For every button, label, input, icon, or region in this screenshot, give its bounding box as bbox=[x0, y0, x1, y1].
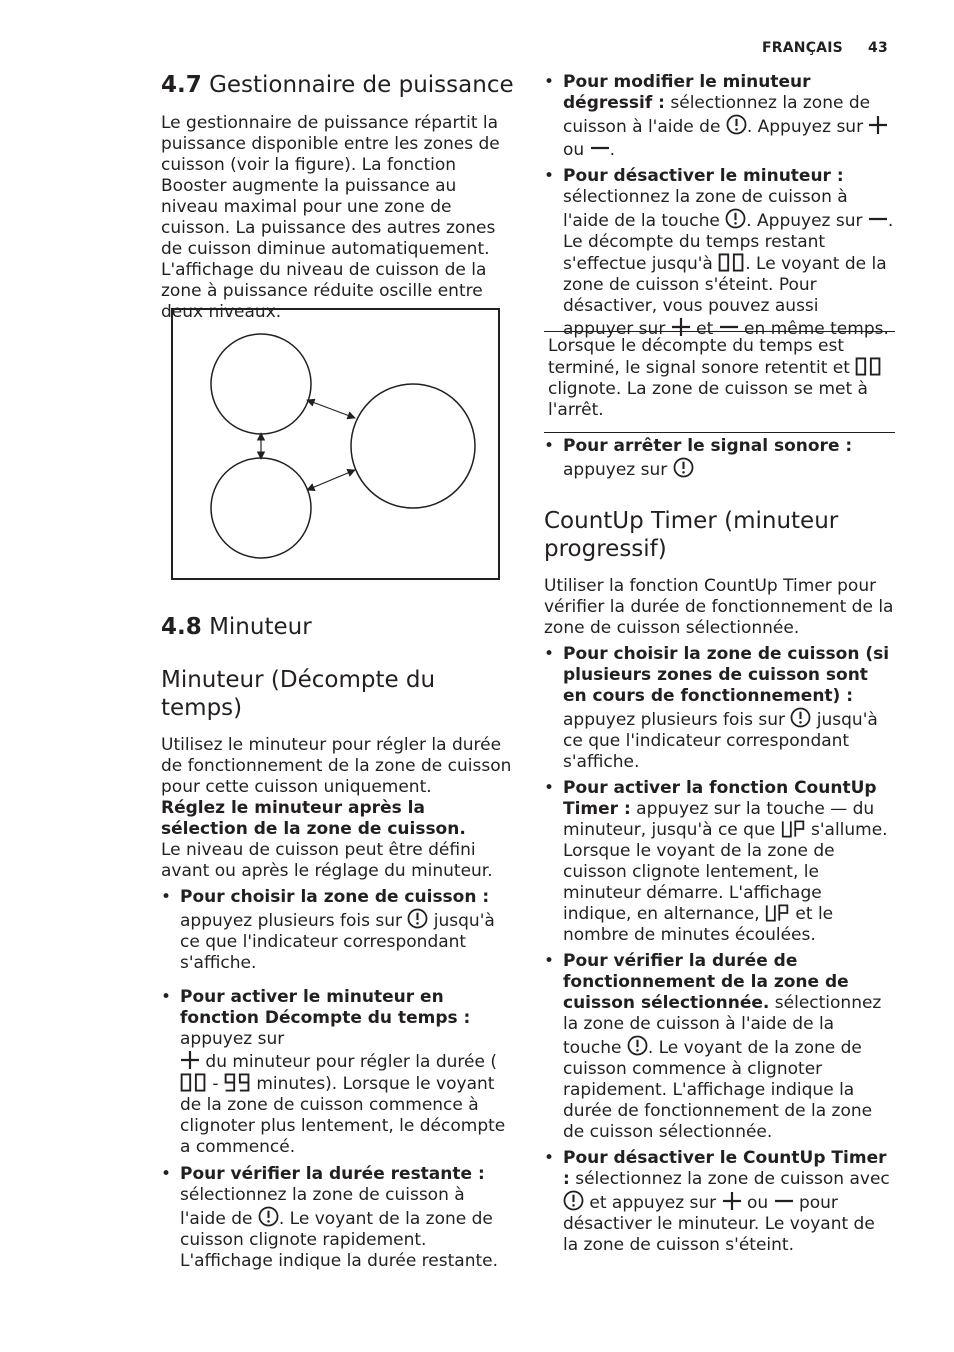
timer-icon bbox=[726, 114, 747, 135]
display-00-icon bbox=[718, 253, 745, 272]
list-item-text: et le nombre de minutes écoulées. bbox=[563, 904, 834, 945]
list-item-text: sélectionnez la zone de cuisson à l'aide de la touche bbox=[563, 993, 882, 1058]
countdown-intro: Utilisez le minuteur pour régler la durée de fonctionnement de la zone de cuisson pour cette cuisson uniquement. bbox=[161, 735, 512, 797]
section-number: 4.7 bbox=[161, 72, 202, 98]
list-item bbox=[544, 72, 894, 161]
list-item bbox=[544, 1148, 894, 1256]
power-manager-text: Le gestionnaire de puissance répartit la puissance disponible entre les zones de cuisson (voir la figure). La fonction Booster augmente la puissance au niveau maximal pour une zone de cuisson. La puissance des autres zones de cuisson diminue automatiquement. L'affichage du niveau de cuisson de la zone à puissance réduite oscille entre deux niveaux. bbox=[161, 113, 500, 322]
cooking-zones-figure bbox=[171, 308, 500, 580]
timer-icon bbox=[790, 707, 811, 728]
list-item bbox=[161, 987, 513, 1158]
list-item-text: du minuteur pour régler la durée ( bbox=[200, 1052, 497, 1072]
list-item-label: Pour vérifier la durée restante : bbox=[180, 1164, 485, 1184]
section-number: 4.8 bbox=[161, 614, 202, 640]
list-item-text: sélectionnez la zone de cuisson à l'aide de bbox=[180, 1185, 465, 1229]
list-item-label: Pour modifier le minuteur dégressif : bbox=[563, 72, 811, 113]
list-item-text: . Le voyant de la zone de cuisson clignote rapidement. L'affichage indique la durée restante. bbox=[180, 1209, 498, 1271]
list-item bbox=[544, 166, 894, 340]
timer-icon bbox=[627, 1035, 648, 1056]
countup-intro: Utiliser la fonction CountUp Timer pour vérifier la durée de fonctionnement de la zone de cuisson sélectionnée. bbox=[544, 576, 894, 638]
list-item-text: . Le voyant de la zone de cuisson commence à clignoter rapidement. L'affichage indique la durée de fonctionnement de la zone de cuisson sélectionnée. bbox=[563, 1038, 873, 1142]
alarm-item bbox=[544, 436, 894, 481]
list-item-label: Pour activer le minuteur en fonction Décompte du temps : bbox=[180, 987, 471, 1028]
list-item-text: en même temps. bbox=[738, 319, 889, 339]
list-item-text: pour désactiver le minuteur. Le voyant de la zone de cuisson s'éteint. bbox=[563, 1193, 875, 1255]
countdown-intro-bold: Réglez le minuteur après la sélection de la zone de cuisson. bbox=[161, 798, 466, 839]
timer-icon bbox=[258, 1206, 279, 1227]
list-item bbox=[161, 887, 513, 974]
cooking-zones-diagram bbox=[173, 310, 498, 578]
list-item-label: Pour désactiver le CountUp Timer : bbox=[563, 1148, 887, 1189]
minus-icon bbox=[868, 209, 888, 229]
section-4-8-heading bbox=[161, 613, 312, 641]
plus-icon bbox=[722, 1191, 742, 1211]
timer-icon bbox=[725, 208, 746, 229]
right-column-top bbox=[544, 72, 894, 340]
list-item-text: appuyez plusieurs fois sur bbox=[180, 911, 408, 931]
timer-icon bbox=[673, 457, 694, 478]
list-item-text: jusqu'à ce que l'indicateur correspondant s'affiche. bbox=[563, 710, 878, 772]
list-item-text: sélectionnez la zone de cuisson à l'aide de bbox=[563, 93, 871, 137]
list-item-text: ou bbox=[563, 140, 590, 160]
list-item-text: Lorsque le décompte du temps est terminé, le signal sonore retentit et bbox=[548, 336, 856, 378]
zone-right bbox=[351, 384, 475, 508]
timer-icon bbox=[563, 1190, 584, 1211]
list-item-text: . Appuyez sur bbox=[746, 211, 868, 231]
list-item-label: Pour désactiver le minuteur : bbox=[563, 166, 844, 186]
countup-heading: CountUp Timer (minuteur progressif) bbox=[544, 508, 839, 562]
info-note bbox=[544, 331, 895, 433]
list-item-text: jusqu'à ce que l'indicateur correspondant s'affiche. bbox=[180, 911, 495, 973]
list-item-text: . Le décompte du temps restant s'effectue jusqu'à bbox=[563, 211, 894, 274]
plus-icon bbox=[868, 115, 888, 135]
countdown-subtitle: Minuteur (Décompte du temps) bbox=[161, 667, 436, 721]
list-item-label: Pour choisir la zone de cuisson (si plusieurs zones de cuisson sont en cours de fonctionnement) : bbox=[563, 644, 890, 706]
display-00-icon bbox=[180, 1073, 207, 1092]
list-item-text: clignote. La zone de cuisson se met à l'arrêt. bbox=[548, 379, 868, 420]
list-item-text: appuyez sur la touche — du minuteur, jusqu'à ce que bbox=[563, 799, 875, 840]
list-item-text: appuyez sur bbox=[563, 460, 673, 480]
list-item-text: appuyez plusieurs fois sur bbox=[563, 710, 791, 730]
section-title: Minuteur bbox=[209, 614, 312, 640]
timer-icon bbox=[407, 908, 428, 929]
list-item-text: . bbox=[609, 140, 615, 160]
list-item bbox=[544, 644, 894, 773]
page-number: 43 bbox=[868, 40, 888, 56]
list-item-text: s'allume. Lorsque le voyant de la zone de cuisson clignote lentement, le minuteur démarre. L'affichage indique, en alternance, bbox=[563, 820, 888, 924]
list-item bbox=[544, 778, 894, 946]
list-item-label: Pour choisir la zone de cuisson : bbox=[180, 887, 490, 907]
display-00-icon bbox=[855, 357, 882, 376]
zone-bottom-left bbox=[211, 458, 311, 558]
countdown-intro-after: Le niveau de cuisson peut être défini avant ou après le réglage du minuteur. bbox=[161, 840, 493, 881]
list-item-text: ou bbox=[741, 1193, 774, 1213]
display-up-icon bbox=[781, 820, 806, 838]
countup-body bbox=[544, 576, 894, 1256]
list-item-label: Pour vérifier la durée de fonctionnement de la zone de cuisson sélectionnée. bbox=[563, 951, 849, 1013]
minus-icon bbox=[590, 138, 610, 158]
list-item-text: minutes). Lorsque le voyant de la zone de cuisson commence à clignoter plus lentement, le décompte a commencé. bbox=[180, 1074, 506, 1157]
list-item-text: sélectionnez la zone de cuisson avec bbox=[569, 1169, 890, 1189]
plus-icon bbox=[180, 1050, 200, 1070]
list-item-label: Pour arrêter le signal sonore : bbox=[563, 436, 853, 456]
zone-top-left bbox=[211, 334, 311, 434]
page-language: FRANÇAIS bbox=[762, 40, 843, 56]
list-item-text: sélectionnez la zone de cuisson à l'aide de la touche bbox=[563, 187, 848, 231]
list-item-text: appuyez sur bbox=[180, 1029, 285, 1049]
list-item-label: Pour activer la fonction CountUp Timer : bbox=[563, 778, 877, 819]
list-item-text: . Appuyez sur bbox=[746, 117, 869, 137]
minus-icon bbox=[774, 1191, 794, 1211]
list-item bbox=[544, 436, 894, 481]
countdown-body bbox=[161, 735, 513, 1272]
link-arrow-upper bbox=[307, 400, 355, 418]
list-item-text: - bbox=[207, 1074, 224, 1094]
list-item-text: et appuyez sur bbox=[584, 1193, 722, 1213]
list-item-text: et bbox=[690, 319, 719, 339]
display-99-icon bbox=[224, 1073, 251, 1092]
list-item-text: . Le voyant de la zone de cuisson s'éteint. Pour désactiver, vous pouvez aussi appuyer sur bbox=[563, 254, 887, 339]
link-arrow-lower bbox=[307, 470, 355, 490]
list-item bbox=[544, 951, 894, 1143]
section-4-7-heading bbox=[161, 71, 514, 99]
section-title: Gestionnaire de puissance bbox=[209, 72, 514, 98]
list-item bbox=[161, 1164, 513, 1272]
display-up-icon bbox=[765, 904, 790, 922]
